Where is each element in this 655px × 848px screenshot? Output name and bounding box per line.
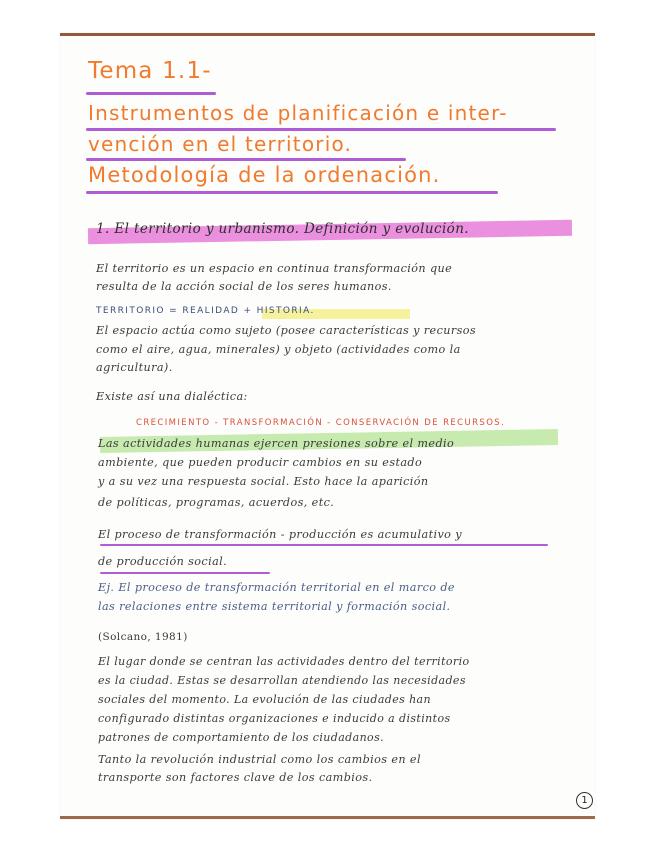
p4-line-3: y a su vez una respuesta social. Esto hace la aparición	[98, 475, 429, 488]
p8-line-1: Tanto la revolución industrial como los cambios en el	[98, 753, 421, 766]
p7-line-4: configurado distintas organizaciones e inducido a distintos	[98, 712, 451, 725]
section-1-title: 1. El territorio y urbanismo. Definición y evolución.	[96, 221, 469, 237]
p2-line-1: El espacio actúa como sujeto (posee características y recursos	[96, 324, 477, 337]
p4-line-2: ambiente, que pueden producir cambios en su estado	[98, 456, 423, 469]
p8-line-2: transporte son factores clave de los cambios.	[98, 771, 373, 784]
p4-line-4: de políticas, programas, acuerdos, etc.	[98, 496, 335, 509]
p7-line-1: El lugar donde se centran las actividades dentro del territorio	[98, 655, 470, 668]
caps-territorio: TERRITORIO = REALIDAD + HISTORIA.	[96, 306, 315, 316]
title-line-3-underline	[86, 191, 498, 194]
p7-line-3: sociales del momento. La evolución de las ciudades han	[98, 693, 431, 706]
p5-line-1: El proceso de transformación - producción es acumulativo y	[98, 528, 462, 541]
p1-line-2: resulta de la acción social de los seres humanos.	[96, 280, 392, 293]
p4-line-1: Las actividades humanas ejercen presiones sobre el medio	[98, 437, 455, 450]
caps-dialectica: CRECIMIENTO - TRANSFORMACIÓN - CONSERVACIÓN DE RECURSOS.	[136, 418, 506, 428]
tema-label: Tema 1.1-	[88, 58, 212, 84]
title-line-2-underline	[86, 158, 406, 161]
p7-line-5: patrones de comportamiento de los ciudadanos.	[98, 731, 385, 744]
tema-underline	[86, 92, 216, 95]
p7-line-2: es la ciudad. Estas se desarrollan atendiendo las necesidades	[98, 674, 466, 687]
p6-line-1: Ej. El proceso de transformación territorial en el marco de	[98, 581, 455, 594]
p5-line-2: de producción social.	[98, 555, 228, 568]
p3-line: Existe así una dialéctica:	[96, 390, 248, 403]
p5-underline-2	[100, 572, 270, 574]
title-line-3: Metodología de la ordenación.	[88, 163, 441, 187]
p2-line-3: agricultura).	[96, 361, 173, 374]
p6-line-2: las relaciones entre sistema territorial y formación social.	[98, 600, 451, 613]
title-line-1-underline	[86, 128, 556, 131]
page-number: 1	[576, 792, 593, 809]
p5-underline-1	[100, 544, 548, 546]
p1-line-1: El territorio es un espacio en continua transformación que	[96, 262, 453, 275]
title-line-1: Instrumentos de planificación e inter-	[88, 101, 508, 125]
p2-line-2: como el aire, agua, minerales) y objeto (actividades como la	[96, 343, 461, 356]
p6-citation: (Solcano, 1981)	[98, 631, 188, 643]
title-line-2: vención en el territorio.	[88, 132, 353, 156]
